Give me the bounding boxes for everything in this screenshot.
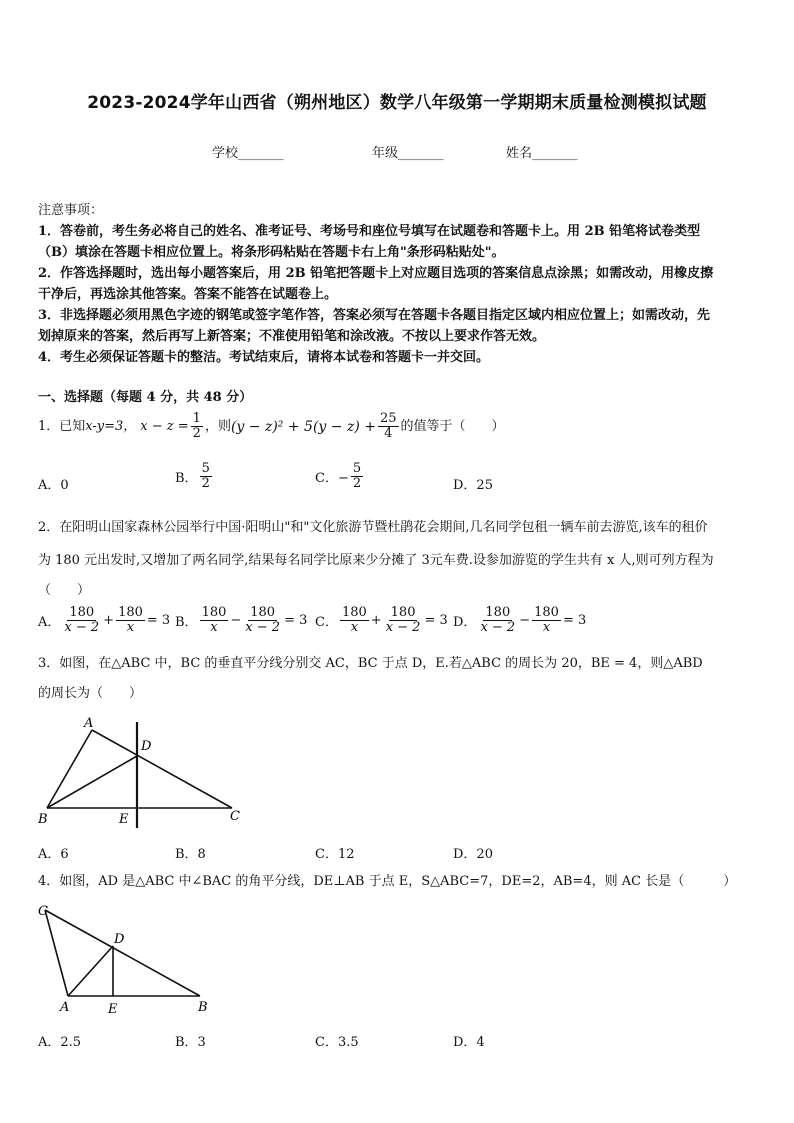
question-3-line-2: 的周长为（ ） (38, 686, 143, 701)
q1-option-b-den: 2 (201, 476, 210, 491)
grade-field: 年级_______ (372, 146, 444, 161)
q1-option-d: D．25 (453, 478, 493, 493)
q2-d-den-1: x − 2 (480, 620, 516, 635)
q3-label-c: C (230, 809, 240, 824)
q4-bisector-ad (68, 946, 113, 996)
notice-item-2-cont: 干净后，再选涂其他答案。答案不能答在试题卷上。 (38, 287, 338, 302)
q4-label-a: A (60, 1000, 70, 1015)
question-1 (38, 412, 505, 441)
q4-label-d: D (114, 932, 125, 947)
q2-a-den-2: x (126, 620, 135, 635)
q2-b-num-1: 180 (201, 605, 227, 620)
q3-option-c: C．12 (315, 847, 355, 862)
q4-option-d: D．4 (453, 1035, 485, 1050)
q2-c-num-1: 180 (341, 605, 367, 620)
q2-d-op: − (519, 613, 531, 628)
q2-b-num-2: 180 (250, 605, 276, 620)
q2-option-d-label: D． (453, 615, 477, 630)
q2-option-a-label: A． (38, 615, 61, 630)
q2-d-den-2: x (542, 620, 551, 635)
q4-side-ac (45, 910, 68, 996)
q3-label-a: A (84, 716, 94, 731)
q1-half-den: 2 (192, 426, 201, 441)
q2-d-num-1: 180 (485, 605, 511, 620)
q2-a-op: + (103, 613, 115, 628)
q2-d-num-2: 180 (534, 605, 559, 620)
q2-c-eq: = 3 (424, 613, 448, 628)
question-4-line-1: 4．如图，AD 是△ABC 中∠BAC 的角平分线，DE⊥AB 于点 E，S△ABC=7，DE=2，AB=4，则 AC 长是（ ） (38, 874, 737, 889)
q1-option-c (315, 462, 365, 491)
q1-option-a: A．0 (38, 478, 69, 493)
q4-option-b: B．3 (175, 1035, 206, 1050)
q2-a-num-1: 180 (69, 605, 95, 620)
question-2-line-2: 为 180 元出发时,又增加了两名同学,结果每名同学比原来少分摊了 3元车费.设参加游览的学生共有 x 人,则可列方程为 (38, 553, 714, 568)
q1-option-c-den: 2 (352, 476, 362, 491)
q1-frac-num: 25 (379, 411, 397, 426)
q3-label-d: D (141, 739, 152, 754)
q4-label-c: C (38, 904, 48, 919)
q3-option-b: B．8 (175, 847, 206, 862)
q3-label-e: E (119, 812, 129, 827)
notice-item-3-cont: 划掉原来的答案，然后再写上新答案；不准使用铅笔和涂改液。不按以上要求作答无效。 (38, 329, 546, 344)
q4-triangle-figure (28, 898, 228, 1020)
q2-c-num-2: 180 (390, 605, 416, 620)
q2-option-c (315, 606, 448, 635)
page-title: 2023-2024学年山西省（朔州地区）数学八年级第一学期期末质量检测模拟试题 (87, 93, 707, 113)
q1-mid: ，则 (204, 418, 231, 434)
q2-c-den-1: x (350, 620, 359, 635)
q1-option-b-frac (200, 462, 212, 491)
q2-option-d (453, 606, 586, 635)
notice-item-1: 1．答卷前，考生务必将自己的姓名、准考证号、考场号和座位号填写在试题卷和答题卡上。用 2B 铅笔将试卷类型 (38, 224, 701, 239)
q3-label-b: B (38, 812, 48, 827)
q1-cond2: x − z = (140, 418, 189, 434)
notice-heading: 注意事项： (38, 203, 104, 218)
q1-suffix: 的值等于（ ） (400, 418, 505, 434)
q2-b-den-1: x (210, 620, 218, 635)
q1-half-fraction (191, 412, 203, 441)
q3-triangle-figure (30, 710, 260, 835)
name-field: 姓名_______ (506, 146, 578, 161)
q2-a-eq: = 3 (146, 613, 171, 628)
notice-item-2: 2．作答选择题时，选出每小题答案后，用 2B 铅笔把答题卡上对应题目选项的答案信息点涂黑；如需改动，用橡皮擦 (38, 266, 714, 281)
q2-d-eq: = 3 (562, 613, 587, 628)
question-2-line-3: （ ） (38, 583, 91, 598)
q1-prefix: 1．已知 (38, 418, 86, 434)
q1-frac-den: 4 (384, 426, 393, 441)
q2-b-den-2: x − 2 (245, 620, 281, 635)
q1-cond1: x-y=3， (85, 418, 137, 434)
q2-c-den-2: x − 2 (385, 620, 421, 635)
q2-option-a (38, 606, 170, 635)
q3-side-ab (47, 730, 92, 808)
q2-b-eq: = 3 (284, 613, 308, 628)
q2-b-op: − (230, 613, 242, 628)
question-2-line-1: 2．在阳明山国家森林公园举行中国·阳明山"和"文化旅游节暨杜鹃花会期间,几名同学包租一辆车前去游览,该车的租价 (38, 520, 708, 535)
notice-item-4: 4．考生必须保证答题卡的整洁。考试结束后，请将本试卷和答题卡一并交回。 (38, 350, 490, 365)
q2-option-b (175, 606, 307, 635)
q1-option-b-num: 5 (201, 461, 210, 476)
q1-option-c-label: C．− (315, 471, 349, 486)
q2-c-op: + (370, 613, 382, 628)
q3-segment-bd (47, 756, 137, 808)
q4-side-bc (45, 910, 200, 996)
section-heading: 一、选择题（每题 4 分，共 48 分） (38, 390, 253, 405)
q4-option-a: A．2.5 (38, 1035, 82, 1050)
q1-option-c-frac (351, 462, 363, 491)
q4-label-e: E (108, 1002, 118, 1017)
question-3-line-1: 3．如图，在△ABC 中，BC 的垂直平分线分别交 AC，BC 于点 D，E.若△ABC 的周长为 20，BE = 4，则△ABD (38, 656, 703, 671)
q1-option-b-label: B． (175, 471, 198, 486)
q2-option-c-label: C． (315, 615, 338, 630)
q4-label-b: B (198, 1000, 208, 1015)
q1-option-c-num: 5 (352, 461, 362, 476)
q2-a-den-1: x − 2 (64, 620, 100, 635)
school-field: 学校_______ (212, 146, 284, 161)
q4-option-c: C．3.5 (315, 1035, 359, 1050)
q1-option-b (175, 462, 214, 491)
q2-option-b-label: B． (175, 615, 198, 630)
q1-quarter-fraction (378, 412, 399, 441)
q2-a-num-2: 180 (118, 605, 143, 620)
q1-half-num: 1 (192, 411, 201, 426)
notice-item-3: 3．非选择题必须用黑色字迹的钢笔或签字笔作答，答案必须写在答题卡各题目指定区域内相应位置上；如需改动，先 (38, 308, 711, 323)
q3-option-d: D．20 (453, 847, 493, 862)
q3-option-a: A．6 (38, 847, 69, 862)
q1-expression: (y − z)² + 5(y − z) + (230, 418, 376, 435)
notice-item-1-cont: （B）填涂在答题卡相应位置上。将条形码粘贴在答题卡右上角"条形码粘贴处"。 (38, 245, 505, 260)
